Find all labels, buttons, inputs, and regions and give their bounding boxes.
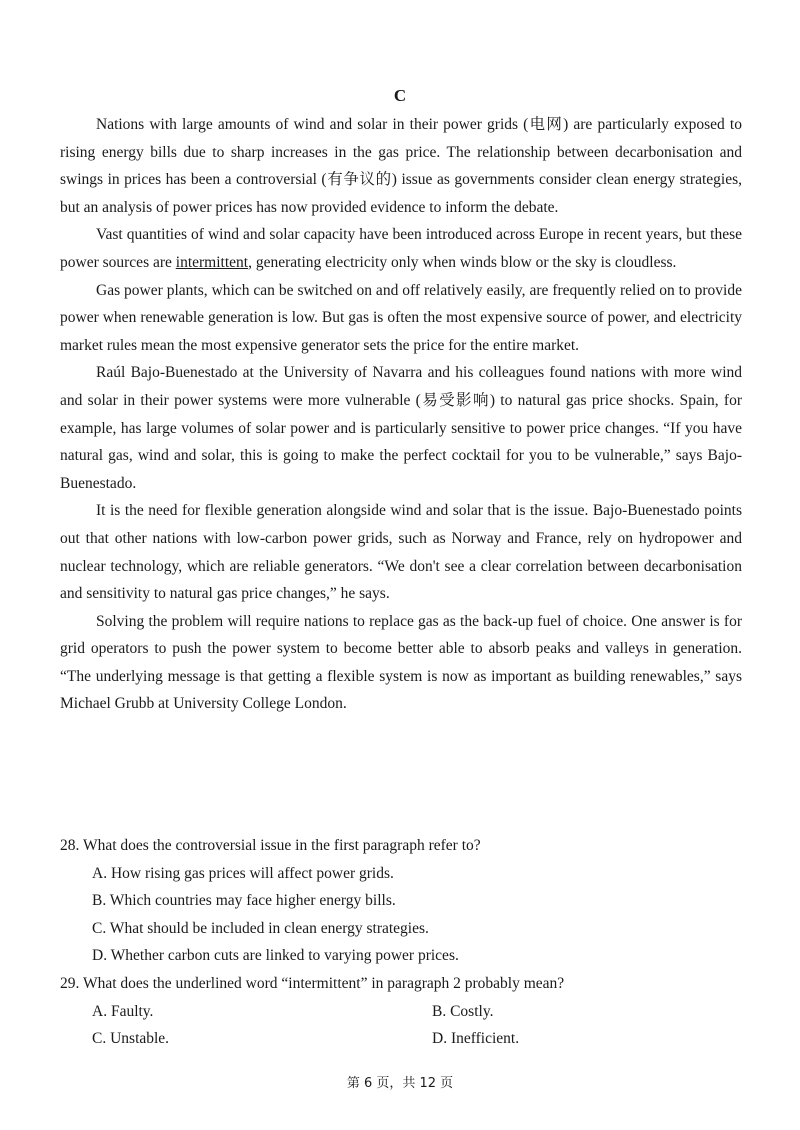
question-28-option-d[interactable]: D. Whether carbon cuts are linked to varying power prices. — [92, 947, 459, 965]
paragraph-6: Solving the problem will require nations to replace gas as the back-up fuel of choice. One answer is for grid operators to push the power system to become better able to absorb peaks and valleys in generation. “The underlying message is that getting a flexible system is now as important as building renewables,” says Michael Grubb at University College London. — [60, 612, 742, 713]
reading-passage — [60, 111, 742, 718]
paragraph-3: Gas power plants, which can be switched on and off relatively easily, are frequently relied on to provide power when renewable generation is low. But gas is often the most expensive source of power, and electricity market rules mean the most expensive generator sets the price for the entire market. — [60, 281, 742, 354]
question-29-option-c[interactable]: C. Unstable. — [92, 1030, 170, 1048]
question-28 — [60, 832, 760, 970]
section-title: C — [393, 86, 407, 105]
question-29-row-2 — [60, 1025, 760, 1053]
paragraph-1: Nations with large amounts of wind and solar in their power grids (电网) are particularly exposed to rising energy bills due to sharp increases in the gas price. The relationship between decarbonisation and swings in prices has been a controversial (有争议的) issue as governments consider clean energy strategies, but an analysis of power prices has now provided evidence to inform the debate. — [60, 116, 742, 216]
question-29-option-a[interactable]: A. Faulty. — [92, 1002, 154, 1020]
question-29-option-b[interactable]: B. Costly. — [432, 1002, 494, 1020]
paragraph-2-end: , generating electricity only when winds blow or the sky is cloudless. — [248, 253, 677, 271]
question-29-option-d[interactable]: D. Inefficient. — [432, 1030, 520, 1048]
question-28-option-c[interactable]: C. What should be included in clean energy strategies. — [92, 919, 429, 937]
paragraph-4: Raúl Bajo-Buenestado at the University of Navarra and his colleagues found nations with more wind and solar in their power systems were more vulnerable (易受影响) to natural gas price shocks. Spain, for example, has large volumes of solar power and is particularly sensitive to power price changes. “If you have natural gas, wind and solar, this is going to make the perfect cocktail for you to be vulnerable,” says Bajo-Buenestado. — [60, 364, 742, 492]
paragraph-2-start: Vast quantities of wind and solar capacity have been introduced across Europe in recent years, but these power sources are — [60, 226, 742, 271]
paragraph-2 — [60, 221, 742, 276]
question-28-option-b[interactable]: B. Which countries may face higher energy bills. — [92, 892, 396, 910]
question-29-stem: 29. What does the underlined word “intermittent” in paragraph 2 probably mean? — [60, 975, 565, 992]
question-28-stem: 28. What does the controversial issue in the first paragraph refer to? — [60, 837, 481, 854]
paragraph-5: It is the need for flexible generation alongside wind and solar that is the issue. Bajo-Buenestado points out that other nations with low-carbon power grids, such as Norway and France, rely on hydropower and nuclear technology, which are reliable generators. “We don't see a clear correlation between decarbonisation and sensitivity to natural gas price changes,” he says. — [60, 502, 742, 603]
question-29-row-1 — [60, 998, 760, 1026]
underlined-word: intermittent — [175, 253, 249, 271]
question-29 — [60, 970, 760, 1053]
question-28-option-a[interactable]: A. How rising gas prices will affect power grids. — [92, 864, 394, 882]
page-number-footer: 第 6 页，共 12 页 — [346, 1076, 454, 1091]
